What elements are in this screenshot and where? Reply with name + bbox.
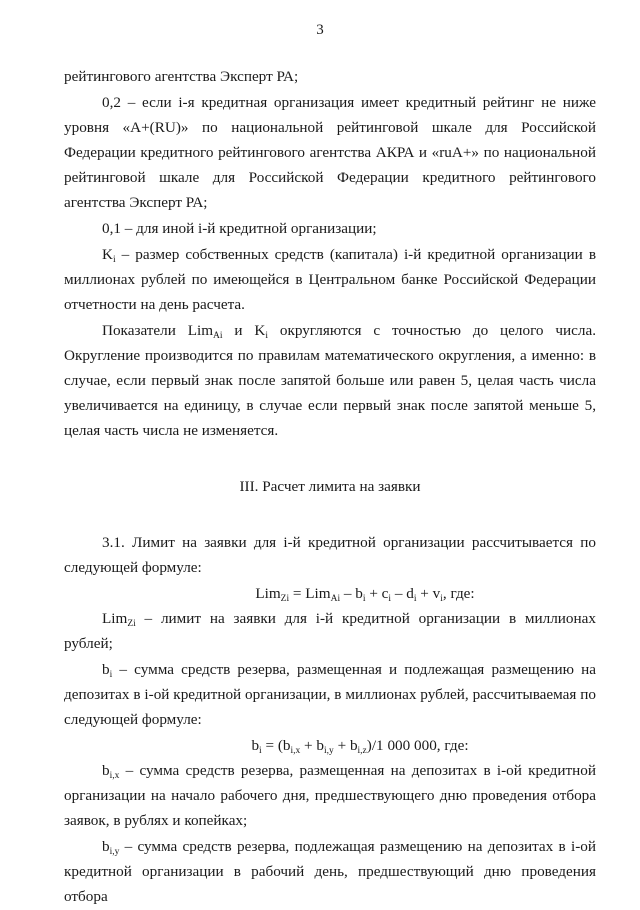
limzi-text: – лимит на заявки для i-й кредитной организации в миллионах рублей; bbox=[64, 610, 596, 652]
paragraph-bix-definition bbox=[64, 758, 596, 833]
paragraph-rating-01: 0,1 – для иной i-й кредитной организации; bbox=[102, 220, 377, 237]
rounding-text-1: Показатели Lim bbox=[102, 322, 214, 339]
paragraph-limit-intro: 3.1. Лимит на заявки для i-й кредитной организации рассчитывается по следующей формуле: bbox=[64, 534, 596, 576]
formula1-part: + v bbox=[416, 585, 441, 602]
section-heading: III. Расчет лимита на заявки bbox=[239, 478, 421, 495]
rounding-sub-1: Ai bbox=[213, 331, 223, 341]
symbol-k: K bbox=[102, 246, 113, 263]
bi-symbol: b bbox=[102, 661, 110, 678]
formula2-part: + b bbox=[333, 737, 358, 754]
biy-text: – сумма средств резерва, подлежащая размещению на депозитах в i-ой кредитной организации в рабочий день, предшествующий дню проведения отбора bbox=[64, 838, 596, 905]
capital-definition-text: – размер собственных средств (капитала) i-й кредитной организации в миллионах рублей по имеющейся в Центральном банке Российской Федерации отчетности на день расчета. bbox=[64, 246, 596, 313]
formula1-part: , где: bbox=[442, 585, 475, 602]
rounding-text-3: округляются с точностью до целого числа. Округление производится по правилам математического округления, а именно: в случае, если первый знак после запятой больше или равен 5, целая часть числа увеличивается на единицу, в случае если первый знак после запятой меньше 5, целая часть числа не изменяется. bbox=[64, 322, 596, 439]
rounding-text-2: и K bbox=[222, 322, 266, 339]
formula1-sub: i bbox=[440, 594, 443, 604]
formula2-part: + b bbox=[300, 737, 325, 754]
formula1-part: = Lim bbox=[289, 585, 331, 602]
limzi-subscript: Zi bbox=[127, 619, 136, 629]
paragraph-rounding-rule bbox=[64, 318, 596, 443]
bix-symbol: b bbox=[102, 762, 110, 779]
limzi-symbol: Lim bbox=[102, 610, 128, 627]
formula2-sub: i,z bbox=[357, 746, 367, 756]
formula1-sub: Ai bbox=[330, 594, 341, 604]
paragraph-limzi-definition bbox=[64, 606, 596, 656]
biy-symbol: b bbox=[102, 838, 110, 855]
formula1-sub: i bbox=[388, 594, 392, 604]
bix-text: – сумма средств резерва, размещенная на депозитах в i-ой кредитной организации на начало рабочего дня, предшествующего дню проведения отбора заявок, в рублях и копейках; bbox=[64, 762, 596, 829]
bi-subscript: i bbox=[109, 670, 113, 680]
formula2-part: = (b bbox=[261, 737, 291, 754]
formula2-sub: i bbox=[259, 746, 262, 756]
paragraph-agency-tail: рейтингового агентства Эксперт РА; bbox=[64, 68, 299, 85]
biy-subscript: i,y bbox=[109, 847, 120, 857]
formula2-sub: i,x bbox=[290, 746, 301, 756]
formula1-sub: i bbox=[362, 594, 366, 604]
formula1-part: Lim bbox=[255, 585, 281, 602]
formula1-sub: i bbox=[413, 594, 417, 604]
paragraph-biy-definition bbox=[64, 834, 596, 909]
document-body bbox=[64, 64, 596, 910]
formula-limit-zi bbox=[64, 581, 596, 606]
rounding-sub-2: i bbox=[265, 331, 268, 341]
paragraph-capital-definition bbox=[64, 242, 596, 317]
formula1-part: – b bbox=[340, 585, 363, 602]
paragraph-rating-02: 0,2 – если i-я кредитная организация имеет кредитный рейтинг не ниже уровня «A+(RU)» по национальной рейтинговой шкале для Российской Федерации кредитного рейтингового агентства АКРА и «ruA+» по национальной рейтинговой шкале для Российской Федерации кредитного рейтингового агентства Эксперт РА; bbox=[64, 94, 596, 211]
formula2-sub: i,y bbox=[324, 746, 334, 756]
page-number: 3 bbox=[316, 22, 324, 38]
symbol-k-subscript: i bbox=[112, 255, 116, 265]
formula1-part: + c bbox=[365, 585, 389, 602]
formula2-part: )/1 000 000, где: bbox=[366, 737, 469, 754]
bix-subscript: i,x bbox=[109, 771, 120, 781]
paragraph-bi-definition bbox=[64, 657, 596, 732]
bi-text: – сумма средств резерва, размещенная и подлежащая размещению на депозитах в i-ой кредитной организации, в миллионах рублей, рассчитываемая по следующей формуле: bbox=[64, 661, 596, 728]
formula1-part: – d bbox=[391, 585, 414, 602]
formula2-part: b bbox=[251, 737, 260, 754]
formula1-sub: Zi bbox=[280, 594, 290, 604]
formula-bi bbox=[64, 733, 596, 758]
